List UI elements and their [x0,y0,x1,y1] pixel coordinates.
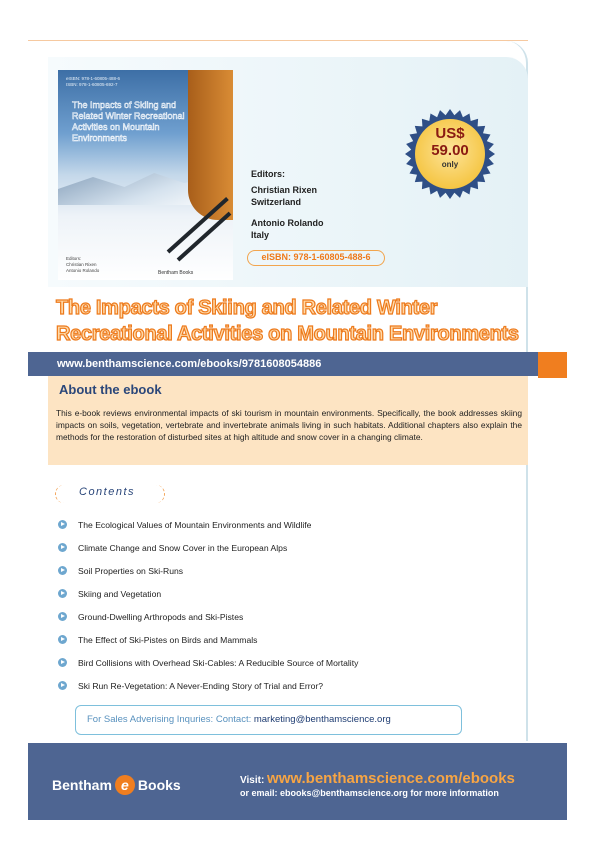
toc-item-label: The Ecological Values of Mountain Environments and Wildlife [78,519,312,530]
toc-item-label: Ground-Dwelling Arthropods and Ski-Pistes [78,611,244,622]
book-cover-image [58,70,233,280]
play-bullet-icon [58,566,67,575]
play-bullet-icon [58,543,67,552]
toc-item-label: Ski Run Re-Vegetation: A Never-Ending Story of Trial and Error? [78,680,324,691]
play-bullet-icon [58,681,67,690]
visit-info [240,770,515,798]
email-prefix: or email: [240,788,281,798]
brand-e-icon: e [115,775,135,795]
toc-item-label: Soil Properties on Ski-Runs [78,565,184,576]
cover-publisher: Bentham Books [158,270,194,276]
brand-right: Books [137,777,181,793]
toc-item-label: The Effect of Ski-Pistes on Birds and Mammals [78,634,258,645]
editor-country: Italy [251,230,270,240]
play-bullet-icon [58,658,67,667]
isbn-badge: eISBN: 978-1-60805-488-6 [247,250,385,266]
advertising-box [75,705,462,735]
email-suffix: for more information [407,788,499,798]
cover-isbn-line: eISBN: 978-1-60805-488-6 [66,76,121,81]
visit-url-link[interactable]: www.benthamscience.com/ebooks [267,770,515,787]
play-bullet-icon [58,635,67,644]
price-note: only [441,160,459,169]
orange-tab [538,352,567,378]
book-title [56,295,526,347]
toc-item-label: Climate Change and Snow Cover in the European Alps [78,542,288,553]
toc-item[interactable] [58,582,498,605]
price-amount: 59.00 [431,142,469,159]
about-title: About the ebook [59,382,162,397]
toc-item-label: Bird Collisions with Overhead Ski-Cables: A Reducible Source of Mortality [78,657,359,668]
table-of-contents [58,513,498,697]
cover-editors-line: Antonio Rolando [66,268,100,273]
bentham-ebooks-logo [52,775,181,795]
footer-email-link[interactable]: ebooks@benthamscience.org [280,788,408,798]
toc-item[interactable] [58,651,498,674]
editor-name: Christian Rixen [251,185,318,195]
toc-item[interactable] [58,628,498,651]
visit-label: Visit: [240,775,268,786]
price-text [404,126,496,170]
contents-label: Contents [79,486,136,498]
book-title-line: Recreational Activities on Mountain Environments [56,323,519,345]
about-body: This e-book reviews environmental impacts of ski tourism in mountain environments. Specifically, the book addresses skiing impacts on soils, vegetation, vertebrate and invertebrate animals living in such habitats. Additional chapters also explain the methods for the restoration of disturbed sites at high altitude and snow cover in a changing climate. [56,408,522,442]
toc-item[interactable] [58,513,498,536]
brand-left: Bentham [52,777,112,793]
book-title-line: The Impacts of Skiing and Related Winter [56,297,438,319]
toc-item[interactable] [58,605,498,628]
cover-editors-line: Christian Rixen [66,262,97,267]
editor-country: Switzerland [251,197,302,207]
toc-item[interactable] [58,674,498,697]
book-url-link[interactable]: www.benthamscience.com/ebooks/9781608054886 [57,358,322,370]
cover-title: The Impacts of Skiing and Related Winter Recreational Activities on Mountain Environments [72,100,185,143]
toc-item-label: Skiing and Vegetation [78,588,162,599]
price-seal [404,108,496,200]
cover-isbn [66,76,120,88]
play-bullet-icon [58,612,67,621]
advertising-email-link[interactable]: marketing@benthamscience.org [253,714,391,725]
editors-heading: Editors: [251,169,286,179]
play-bullet-icon [58,520,67,529]
editor-name: Antonio Rolando [251,218,324,228]
toc-item[interactable] [58,536,498,559]
toc-item[interactable] [58,559,498,582]
editors-block [251,168,323,241]
advertising-text: For Sales Adverising Inquries: Contact: [87,714,254,725]
cover-isbn-line: ISBN: 978-1-60805-692-7 [66,82,118,87]
price-currency: US$ [435,125,465,142]
cover-editors-line: Editors: [66,256,82,261]
cover-editors [66,256,99,274]
play-bullet-icon [58,589,67,598]
